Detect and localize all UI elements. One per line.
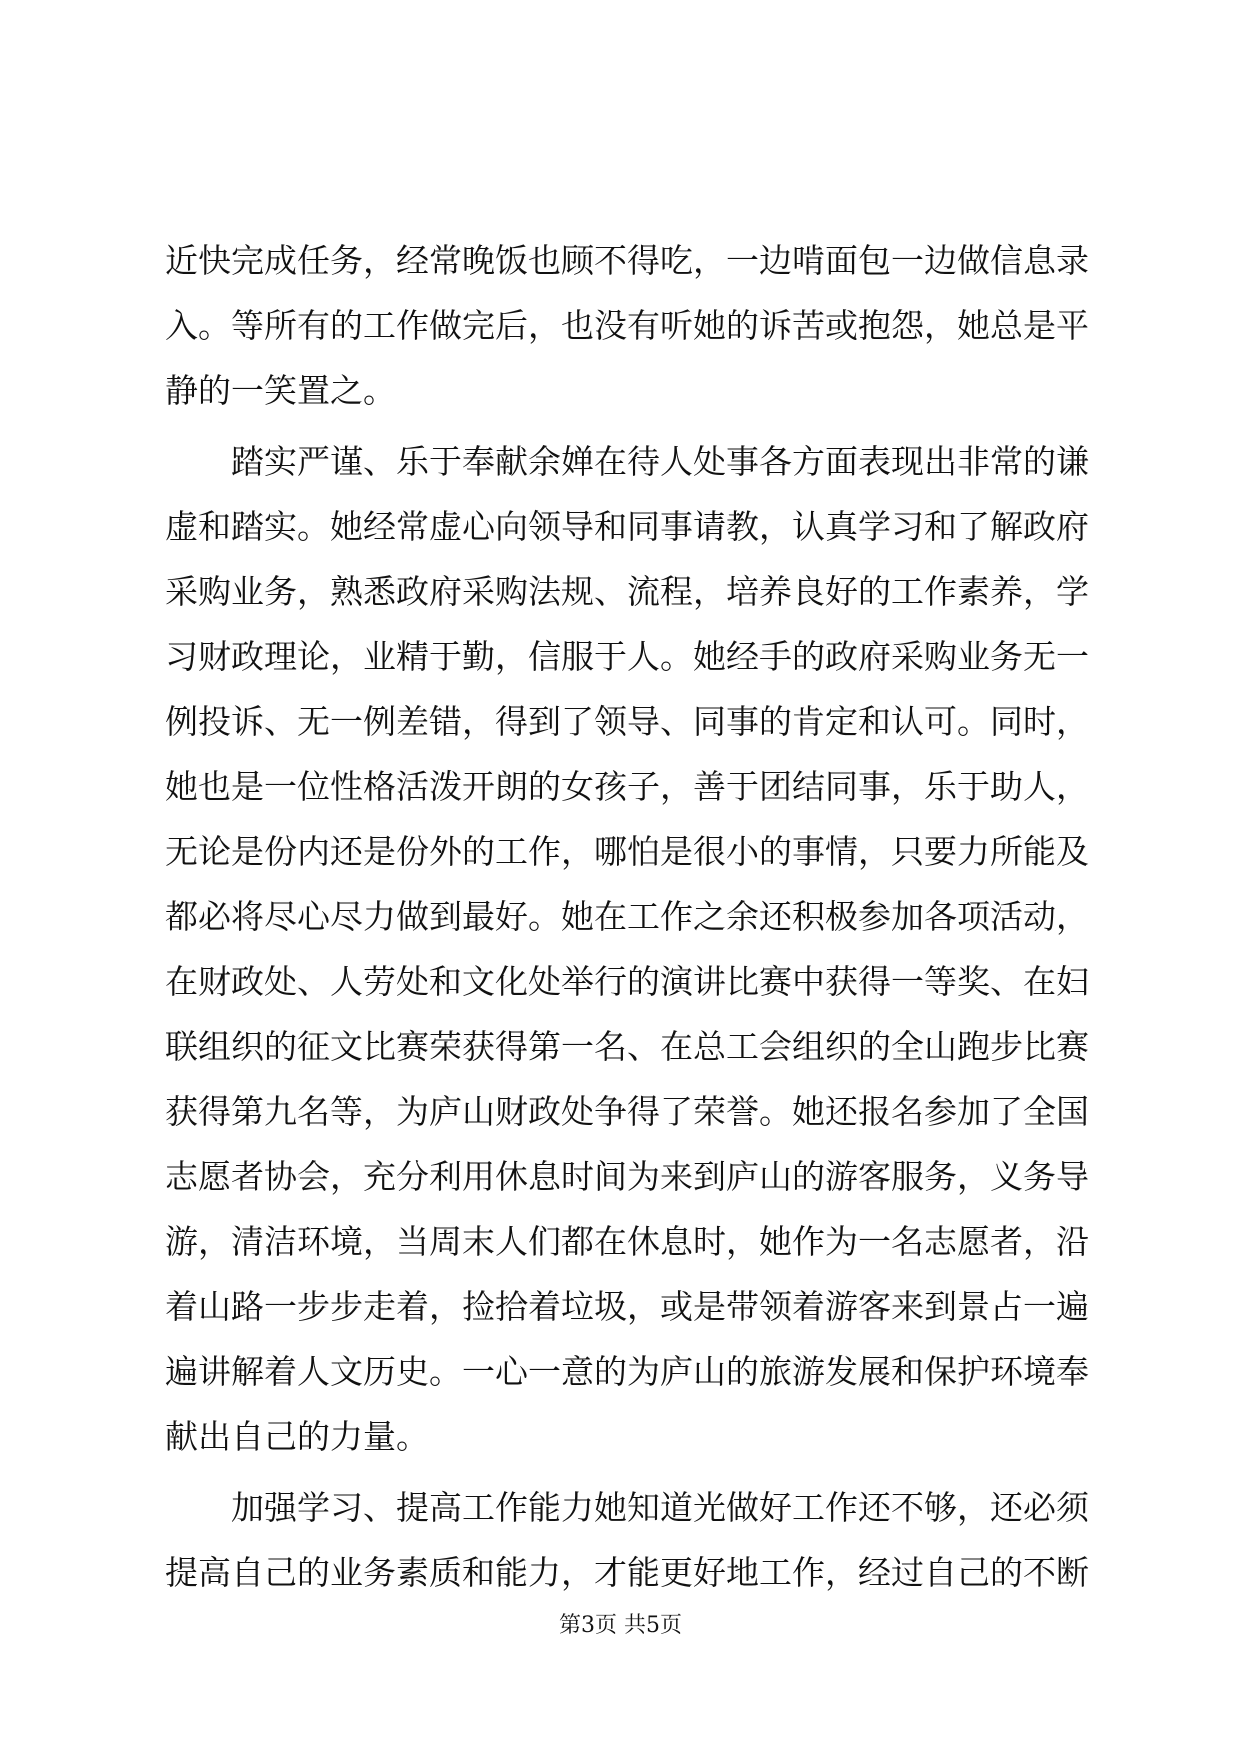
text-line: 遍讲解着人文历史。一心一意的为庐山的旅游发展和保护环境奉 <box>165 1352 1089 1391</box>
text-line: 习财政理论，业精于勤，信服于人。她经手的政府采购业务无一 <box>165 637 1089 676</box>
text-line: 志愿者协会，充分利用休息时间为来到庐山的游客服务，义务导 <box>165 1157 1089 1196</box>
text-line: 加强学习、提高工作能力她知道光做好工作还不够，还必须 <box>231 1488 1089 1527</box>
text-line: 在财政处、人劳处和文化处举行的演讲比赛中获得一等奖、在妇 <box>165 962 1089 1001</box>
text-line: 获得第九名等，为庐山财政处争得了荣誉。她还报名参加了全国 <box>165 1092 1089 1131</box>
text-line: 无论是份内还是份外的工作，哪怕是很小的事情，只要力所能及 <box>165 832 1089 871</box>
text-line: 入。等所有的工作做完后，也没有听她的诉苦或抱怨，她总是平 <box>165 306 1089 345</box>
document-body <box>165 228 1089 1605</box>
text-line: 例投诉、无一例差错，得到了领导、同事的肯定和认可。同时， <box>165 702 1089 741</box>
text-line: 近快完成任务，经常晚饭也顾不得吃，一边啃面包一边做信息录 <box>165 241 1089 280</box>
text-line: 她也是一位性格活泼开朗的女孩子，善于团结同事，乐于助人， <box>165 767 1089 806</box>
paragraph <box>165 429 1089 1469</box>
text-line: 踏实严谨、乐于奉献余婵在待人处事各方面表现出非常的谦 <box>231 442 1089 481</box>
paragraph <box>165 228 1089 423</box>
text-line: 着山路一步步走着，捡拾着垃圾，或是带领着游客来到景占一遍 <box>165 1287 1089 1326</box>
text-line: 提高自己的业务素质和能力，才能更好地工作，经过自己的不断 <box>165 1553 1089 1592</box>
text-line: 献出自己的力量。 <box>165 1417 429 1456</box>
page-footer: 第3页 共5页 <box>559 1613 682 1638</box>
text-line: 游，清洁环境，当周末人们都在休息时，她作为一名志愿者，沿 <box>165 1222 1089 1261</box>
text-line: 虚和踏实。她经常虚心向领导和同事请教，认真学习和了解政府 <box>165 507 1089 546</box>
paragraph <box>165 1475 1089 1605</box>
text-line: 联组织的征文比赛荣获得第一名、在总工会组织的全山跑步比赛 <box>165 1027 1089 1066</box>
text-line: 静的一笑置之。 <box>165 371 396 410</box>
text-line: 都必将尽心尽力做到最好。她在工作之余还积极参加各项活动， <box>165 897 1089 936</box>
text-line: 采购业务，熟悉政府采购法规、流程，培养良好的工作素养，学 <box>165 572 1089 611</box>
